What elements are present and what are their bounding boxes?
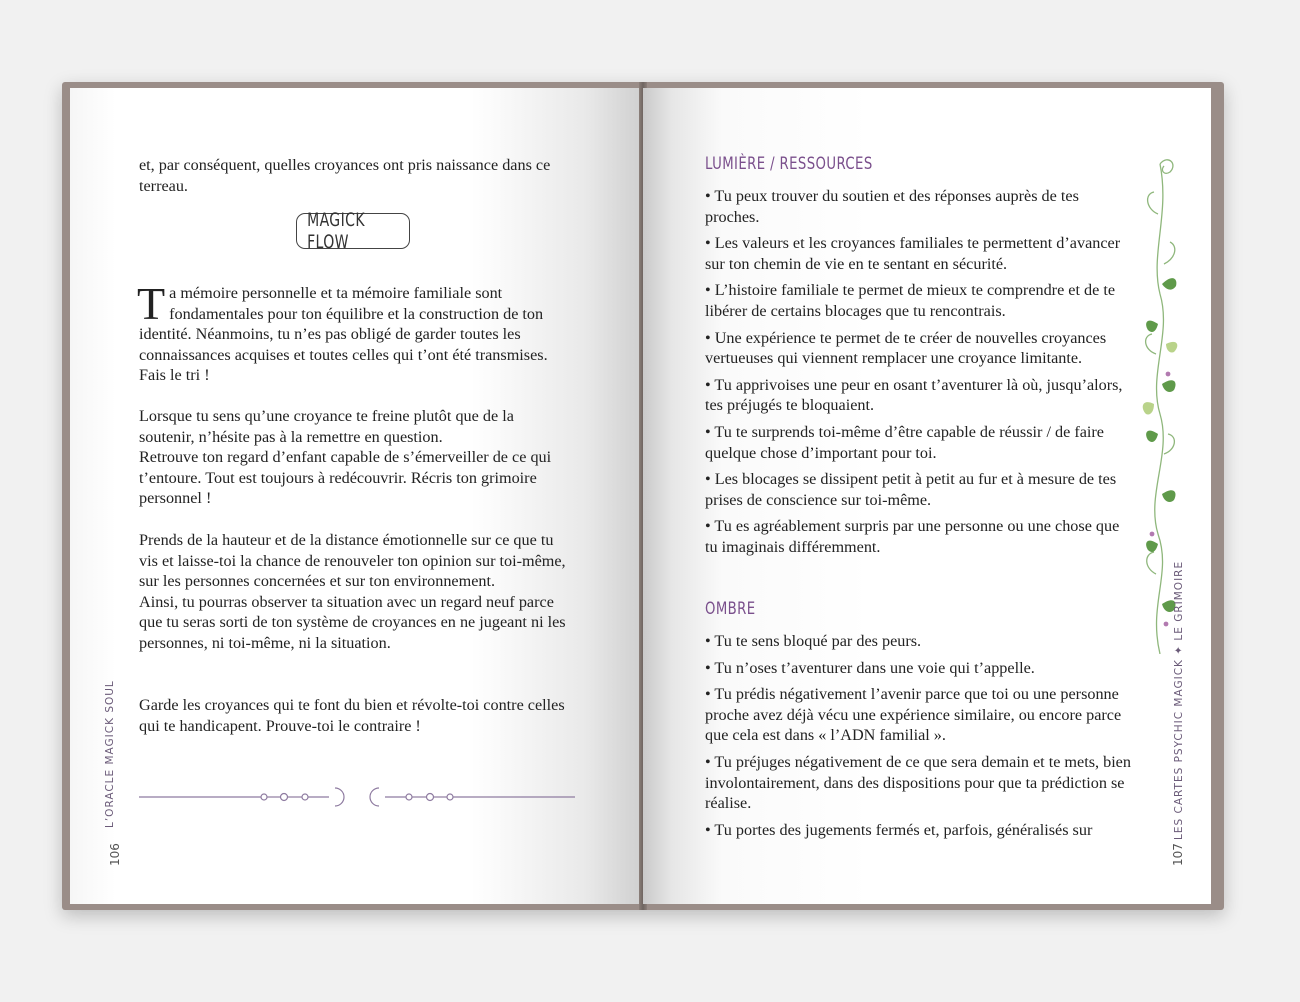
left-page [70,88,643,904]
paragraph-3b: Ainsi, tu pourras observer ta situation avec un regard neuf parce que tu seras sorti de ton système de croyances en ne jugeant ni les personnes, ni toi-même, ni la situation. [139,592,566,652]
intro-text: et, par conséquent, quelles croyances ont pris naissance dans ce terreau. [139,156,551,195]
section-title-box [296,209,410,253]
shadow-item: • Tu préjuges négativement de ce que sera demain et te mets, bien involontairement, dans des dispositions pour que ta prédiction se réalise. [705,752,1131,813]
light-item: • Une expérience te permet de te créer de nouvelles croyances vertueuses qui viennent remplacer une croyance limitante. [705,328,1107,368]
section-title: MAGICK FLOW [307,209,365,253]
left-page-number: 106 [108,843,122,866]
paragraph-1-text: a mémoire personnelle et ta mémoire familiale sont fondamentales pour ton équilibre et la construction de ton identité. Néanmoins, tu n’es pas obligé de garder toutes les connaissances acquises et toutes celles qui t’ont été transmises. Fais le tri ! [139,284,548,385]
left-running-title: L’ORACLE MAGICK SOUL [104,680,116,828]
paragraph-3 [139,530,569,654]
shadow-item: • Tu portes des jugements fermés et, parfois, généralisés sur [705,820,1093,839]
paragraph-3a: Prends de la hauteur et de la distance émotionnelle sur ce que tu vis et laisse-toi la chance de renouveler ton opinion sur toi-même, sur les personnes concernées et sur ton environnement. [139,531,566,591]
shadow-item: • Tu prédis négativement l’avenir parce que toi ou une personne proche avez déjà vécu une expérience similaire, ou encore parce que cela est dans « l’ADN familial ». [705,685,1122,745]
light-list [705,186,1135,564]
right-page-number: 107 [1171,843,1185,866]
light-item: • L’histoire familiale te permet de mieux te comprendre et de te libérer de certains blocages que tu rencontrais. [705,281,1116,320]
light-item: • Les blocages se dissipent petit à petit au fur et à mesure de tes prises de conscience sur toi-même. [705,470,1117,509]
drop-cap: T [137,278,166,329]
right-page [643,88,1211,904]
shadow-item: • Tu n’oses t’aventurer dans une voie qui t’appelle. [705,658,1035,677]
light-item: • Tu apprivoises une peur en osant t’aventurer là où, jusqu’alors, tes préjugés te bloquaient. [705,375,1123,415]
moon-divider-ornament [139,782,575,812]
light-item: • Tu te surprends toi-même d’être capable de réussir / de faire quelque chose d’important pour toi. [705,422,1104,462]
shadow-list [705,631,1135,846]
shadow-item: • Tu te sens bloqué par des peurs. [705,632,922,650]
light-heading: LUMIÈRE / RESSOURCES [705,154,873,174]
shadow-heading: OMBRE [705,599,756,619]
light-item: • Tu peux trouver du soutien et des réponses auprès de tes proches. [705,187,1079,226]
right-running-title: LES CARTES PSYCHIC MAGICK ✦ LE GRIMOIRE [1173,560,1185,840]
paragraph-2b: Retrouve ton regard d’enfant capable de s’émerveiller de ce qui t’entoure. Tout est toujours à redécouvrir. Récris ton grimoire personnel ! [139,448,552,508]
paragraph-2a: Lorsque tu sens qu’une croyance te freine plutôt que de la soutenir, n’hésite pas à la remettre en question. [139,407,514,446]
light-item: • Tu es agréablement surpris par une personne ou une chose que tu imaginais différemment. [705,517,1120,556]
paragraph-2 [139,406,569,509]
light-item: • Les valeurs et les croyances familiales te permettent d’avancer sur ton chemin de vie en te sentant en sécurité. [705,234,1121,273]
open-book [62,82,1224,910]
paragraph-4: Garde les croyances qui te font du bien et révolte-toi contre celles qui te handicapent. Prouve-toi le contraire ! [139,696,565,735]
paragraph-1 [137,278,569,386]
